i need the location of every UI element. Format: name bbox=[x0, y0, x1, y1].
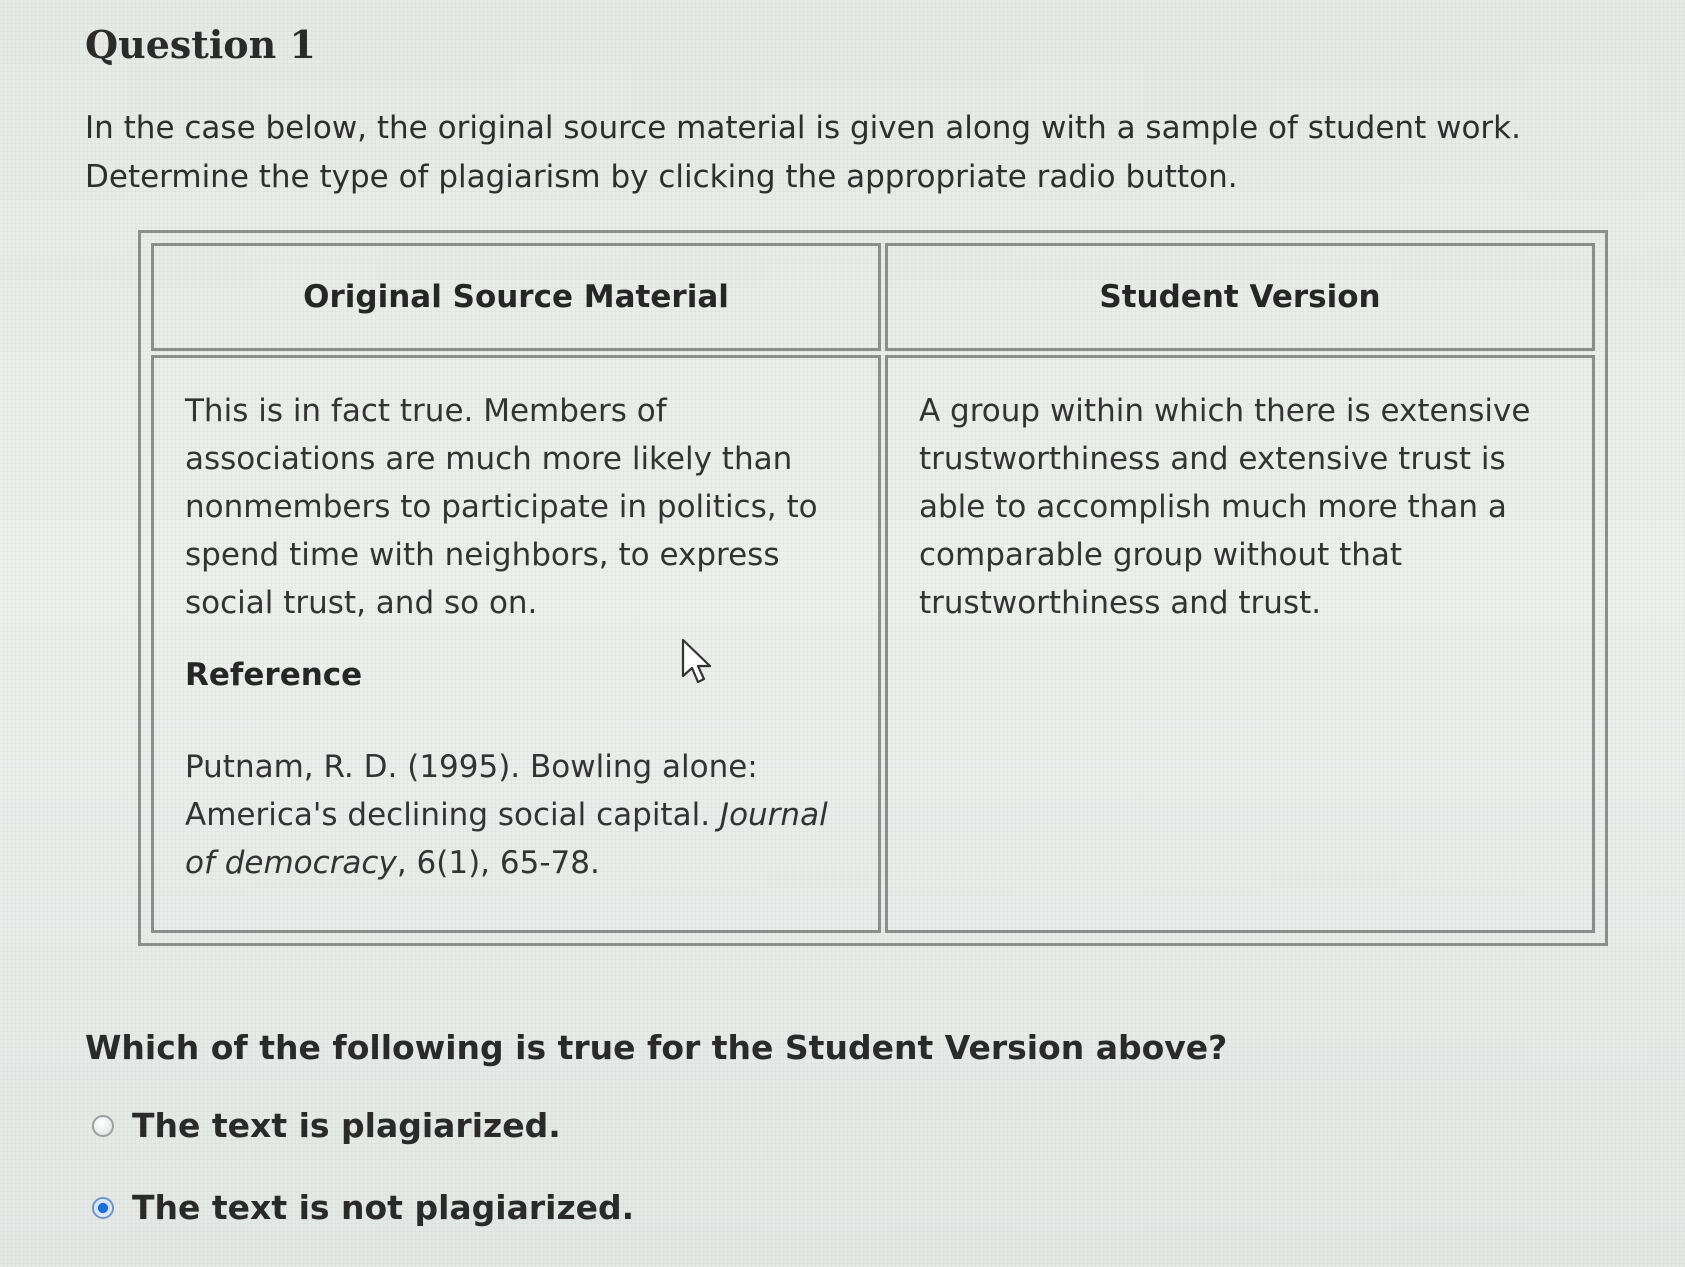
comparison-table bbox=[147, 239, 1599, 937]
student-version-cell bbox=[885, 355, 1595, 933]
original-source-cell bbox=[151, 355, 881, 933]
student-version-text: A group within which there is extensive trustworthiness and extensive trust is able to accomplish much more than a comparable group without that trustworthiness and trust. bbox=[919, 393, 1531, 621]
option-not-plagiarized[interactable] bbox=[92, 1188, 634, 1227]
mouse-pointer-icon bbox=[680, 638, 714, 686]
option-plagiarized[interactable] bbox=[92, 1106, 561, 1145]
radio-button-not-plagiarized[interactable] bbox=[92, 1197, 114, 1219]
table-content-row bbox=[151, 355, 1595, 933]
reference-heading: Reference bbox=[185, 657, 363, 693]
answer-prompt: Which of the following is true for the Student Version above? bbox=[85, 1028, 1228, 1067]
original-source-text: This is in fact true. Members of associations are much more likely than nonmembers to participate in politics, to spend time with neighbors, to express social trust, and so on. bbox=[185, 393, 818, 621]
reference-citation bbox=[155, 693, 877, 887]
question-title: Question 1 bbox=[85, 22, 316, 67]
header-original-source: Original Source Material bbox=[151, 243, 881, 351]
case-table bbox=[138, 230, 1608, 946]
radio-button-plagiarized[interactable] bbox=[92, 1115, 114, 1137]
option-label-plagiarized[interactable]: The text is plagiarized. bbox=[132, 1106, 561, 1145]
question-instructions: In the case below, the original source material is given along with a sample of student work. Determine the type of plagiarism by clicking the appropriate radio button. bbox=[85, 110, 1521, 195]
option-label-not-plagiarized[interactable]: The text is not plagiarized. bbox=[132, 1188, 635, 1227]
table-header-row bbox=[151, 243, 1595, 351]
header-student-version: Student Version bbox=[885, 243, 1595, 351]
reference-journal: Journal of democracy bbox=[185, 797, 828, 881]
reference-volume-pages: , 6(1), 65-78. bbox=[396, 845, 600, 881]
reference-authors-title: Putnam, R. D. (1995). Bowling alone: America's declining social capital. bbox=[185, 749, 758, 833]
